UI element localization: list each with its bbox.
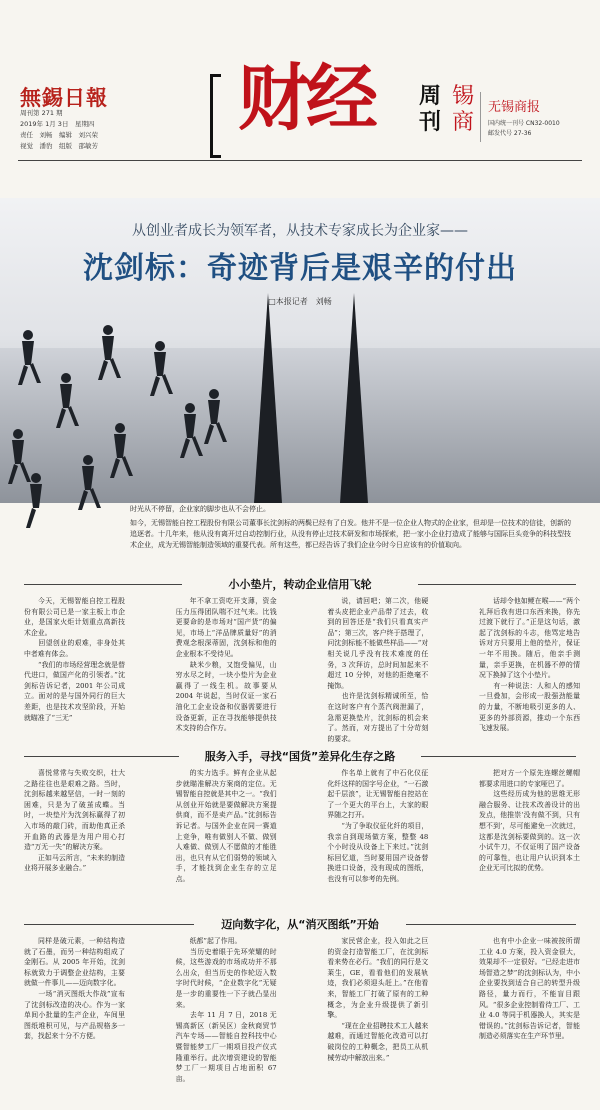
issue-line: 周刊第 271 期 <box>20 109 63 117</box>
text-column <box>479 768 580 900</box>
paragraph-text: 家民营企业，投入如此之巨的资金打造智能工厂，在沈剑标看来势在必行。“我们的同行是文莱生，GE，看看他们的发展轨迹，我们必须迎头赶上。”在他看来，智能工厂打破了原有的工种概念，为企业升级提供了新引擎。 <box>327 937 429 1020</box>
paragraph-text: 年不拿工资吃开支薄，资金压力压得团队喘不过气来。比钱更要命的是市场对“国产货”的偏见，市场上“洋品牌质量好”的消费观念根深蒂固，沈剑标和他的企业根本不受待见。 <box>175 597 277 658</box>
date-line: 2019年 1月 3日 星期四 <box>20 120 95 128</box>
text-column <box>478 596 580 733</box>
paragraph-text: 纸都”起了作用。 <box>189 937 242 945</box>
text-column: 的实力选手。鲜有企业从起步就瞄准解决方案商的定位。无锡智能自控就是其中之一。“我们从创业开始就是要做解决方案提供商，而不是卖产品。”沈剑标告诉记者。与国外企业在同一赛道上竞争，唯有做别人不做、做别人难做、做别人不愿做的才能胜出，也只有从它们弱势的领域入手，才能找到企业生存的立足点。 <box>175 769 277 883</box>
weekly-label <box>418 84 442 136</box>
masthead-bracket <box>210 74 221 158</box>
masthead-rule <box>18 160 582 161</box>
text-column <box>24 596 125 728</box>
weekly-char-2: 刊 <box>418 110 441 135</box>
brand-meta-1: 国内统一刊号 CN32-0010 <box>488 120 560 127</box>
section-heading-text: 迈向数字化，从“消灭图纸”开始 <box>221 918 379 931</box>
section-body-2 <box>24 768 580 900</box>
paragraph-text: 话却令他如鲠在喉——“两个礼拜后我有进口东西来换，你先过渡下就行了。”正是这句话，激起了沈剑标的斗志，他骂定地告诉对方只要用上他的垫片，保证一年不用换。随后，他亲手测量，亲手更换，在机器不停的情况下换掉了这个小垫片。 <box>478 597 580 680</box>
weekly-char-1: 周 <box>418 84 441 109</box>
paragraph-text: 也许是沈剑标精诚所至，恰在这时客户有个蒸汽阀泄漏了，急需更换垫片，沈剑标的机会来了。然而，对方提出了十分苛刻的要求。 <box>327 692 429 743</box>
hero-banner <box>0 198 600 503</box>
partner-char-2: 商 <box>452 110 475 135</box>
text-column <box>327 768 428 900</box>
hero-subtitle: 从创业者成长为领军者，从技术专家成长为企业家—— <box>132 223 468 239</box>
paragraph-text: “我们的市场经营理念就是替代进口，做国产化的引领者。”沈剑标告诉记者，2001 年公司成立。面对的是与国外同行的巨大差距，也是技术攻坚阶段，开始就瞄准了“三无” <box>24 660 125 722</box>
paragraph-text: 这些经历成为他的思维无形融合服务、让技术改善设计的出发点，他推崇‘没有做不到，只有想不到’，尽可能避免一次就过，这都是沈剑标要做到的。这一次小试牛刀，不仅证明了国产设备的可靠性，也让用户认识到本土企业无可比拟的优势。 <box>478 790 580 873</box>
partner-label <box>452 84 474 136</box>
paragraph-text: 今天，无锡智能自控工程股份有限公司已是一家主板上市企业，是国家火炬计划重点高新技术企业。 <box>24 597 125 637</box>
masthead-divider <box>480 92 481 142</box>
photo-caption: 时光从不停留，企业家的脚步也从不会停止。 <box>130 505 270 513</box>
paragraph-text: 作名单上就有了中石化仪征化纤这样的国字号企业，“一石激起千层浪”，让无锡智能自控站在了一个更大的平台上，大家的眼界随之打开。 <box>327 769 429 820</box>
section-title: 财经 <box>238 56 375 140</box>
paragraph-text: 有一种说法：人和人的感知一旦叠加，会形成一股强劲能量的力量，不断地吸引更多的人、更多的外部资源，推动一个东西飞速发展。 <box>478 681 580 733</box>
paragraph-text: 同样是破元素，一种结构造就了石墨，而另一种结构组成了金刚石。从 2005 年开始，沈剑标就致力于调整企业结构，主要就做一件事儿——迈向数字化。 <box>24 937 125 988</box>
paragraph-text: “为了争取仪征化纤的项目，我亲自到现场做方案，整整 48 个小时没从设备上下来过。”沈剑标回忆道，当时要用国产设备替换进口设备，没有现成的图纸，也没有可以参考的先例。 <box>327 821 429 883</box>
paragraph-text: 去年 11 月 7 日，2018 无锡高新区（新吴区）金秋商贸节汽车专场——智能自控科技中心暨智能梦工厂一期项目投产仪式隆重举行。此次增资建设的智能梦工厂一期项目占地面积 67 亩。 <box>175 1011 277 1083</box>
text-column <box>175 596 277 733</box>
headline: 沈剑标：奇迹背后是艰辛的付出 <box>83 251 517 286</box>
paragraph-text: 一场“消灭图纸大作战”宣布了沈剑标改造的决心。作为一家单间小批量的生产企业，车间里图纸堆积可见，与产品规格多一套，找起来十分不方便。 <box>24 989 125 1041</box>
section-body-1 <box>24 596 580 743</box>
article-intro: 如今，无锡智能自控工程股份有限公司董事长沈剑标的两鬓已经有了白发。他并不是一位企业人物式的企业家，但却是一位技术的信徒，创新的追逐者。十几年来，他从没有离开过自动控制行业，从没有停止过技术研发和市场探索，把一家小企业打造成了能够与国际巨头竞争的科技型技术企业，成为无锡智能制造领域的重要代表。所有这些，都已经告诉了我们企业今时今日应该有的价值取向。 <box>130 519 571 549</box>
staff-line-2: 视觉 潘豹 组版 邵敏芳 <box>20 142 98 150</box>
brand-meta-2: 邮发代号 27-36 <box>488 130 532 137</box>
text-column <box>327 936 428 1102</box>
partner-char-1: 锡 <box>452 84 475 109</box>
paragraph-text: 回望创业的艰难，非身处其中者难有体会。 <box>24 639 125 658</box>
text-column <box>24 768 125 900</box>
brand-name: 无锡商报 <box>488 100 541 115</box>
section-heading-3 <box>0 916 600 932</box>
paragraph-text: “现在企业招聘技术工人越来越难，而通过智能化改造可以打破岗位的工种概念，把员工从机械劳动中解放出来。” <box>327 1021 429 1062</box>
text-column <box>24 936 125 1102</box>
paragraph-text: 当历史着眼于先环荣耀的时候，这些游戏的市场成功并不那么出众，但当历史的作轮迈入数字时代时候，“企业数字化”无疑是一步的重要性一下子就凸显出来。 <box>175 947 277 1009</box>
text-column: 也有中小企业一味被按所谓工业 4.0 方案，投入资金很大，效果却不一定很好。“已经走进市场智造之梦”的沈剑标认为，中小企业要找到适合自己的转型升级路径，量力而行，不能盲目跟风。“很多企业控制看待工厂、工业 4.0 等同于机器换人，其实是错误的。”沈剑标告诉记者，智能制造必须落实在生产环节里。 <box>478 937 580 1041</box>
paper-logo: 無錫日報 <box>20 85 108 110</box>
text-column <box>176 936 277 1102</box>
section-heading-text: 服务入手，寻找“国货”差异化生存之路 <box>204 750 396 763</box>
paragraph-text: 把对方一个原先连螺丝螺帽都要求用进口的专家哑巴了。 <box>478 769 580 788</box>
section-heading-1 <box>0 576 600 592</box>
paragraph-text: 喜悦常常与失败交织，壮大之路往往也是艰难之路。当时，沈剑标越来越坚信，一时一刻的困难，只是为了破茧成蝶。当时，一块垫片为沈剑标赢得了初入市场的敲门砖，而助他真正杀开血路的武器是为用户用心打造“万无一失”的解决方案。 <box>24 769 125 852</box>
byline: □本报记者 刘畅 <box>268 297 332 306</box>
section-heading-text: 小小垫片，转动企业信用飞轮 <box>228 578 372 591</box>
section-heading-2 <box>0 748 600 764</box>
paragraph-text: 缺米少粮，又饱受偏见，山穷水尽之时，一块小垫片为企业赢得了一线生机。故事要从 2004 年说起，当时仅证一家石油化工企业设备和仪器需要进行设备更新，正在寻找能够提供技术支持的合作方。 <box>175 660 277 733</box>
section-body-3 <box>24 936 580 1102</box>
text-column <box>327 596 429 743</box>
paragraph-text: 说，请回吧；第二次，他硬着头皮把企业产品带了过去，收到的回答还是“我们只看真实产品”；第三次，客户终于搭理了，问沈剑标能不能做些样品——“对相关说几乎没有技术难度的任务，3 次拜访，总时间加起来不超过 10 分钟，对他的拒绝毫不掩饰。 <box>327 597 429 690</box>
staff-line: 责任 刘畅 编辑 刘兴荣 <box>20 131 98 139</box>
paragraph-text: 正如马云所言，“未来的制造业将开展多业融合。” <box>24 853 125 873</box>
masthead <box>0 0 600 155</box>
